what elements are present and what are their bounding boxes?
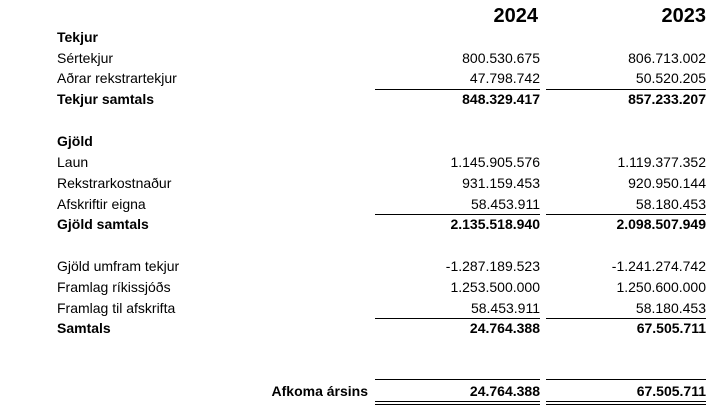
funding-total-prior: 67.505.711	[636, 320, 706, 336]
result-top-rule	[375, 379, 540, 380]
row-value-prior: 806.713.002	[628, 50, 706, 66]
subtotal-rule	[375, 318, 540, 319]
row-value-current: 58.453.911	[470, 196, 540, 212]
row-value-prior: 1.119.377.352	[617, 154, 706, 170]
income-total-label: Tekjur samtals	[57, 91, 155, 107]
row-label: Afskriftir eigna	[57, 196, 146, 212]
result-top-rule	[546, 379, 706, 380]
expenses-total-prior: 2.098.507.949	[616, 216, 706, 232]
subtotal-rule	[375, 89, 540, 90]
row-value-current: -1.287.189.523	[445, 258, 540, 274]
income-heading: Tekjur	[57, 29, 98, 45]
result-double-rule	[546, 404, 706, 405]
result-double-rule	[375, 401, 540, 402]
row-value-prior: -1.241.274.742	[611, 258, 706, 274]
row-value-prior: 50.520.205	[635, 70, 706, 86]
row-label: Framlag ríkissjóðs	[57, 279, 171, 295]
year-header-current: 2024	[493, 5, 538, 27]
income-total-current: 848.329.417	[462, 91, 540, 107]
row-value-prior: 920.950.144	[628, 175, 706, 191]
row-label: Laun	[57, 154, 89, 170]
row-value-prior: 58.180.453	[635, 196, 706, 212]
row-label: Sértekjur	[57, 50, 114, 66]
income-total-prior: 857.233.207	[628, 91, 706, 107]
row-value-prior: 58.180.453	[635, 300, 706, 316]
subtotal-rule	[546, 214, 706, 215]
row-value-prior: 1.250.600.000	[616, 279, 706, 295]
expenses-total-current: 2.135.518.940	[450, 216, 540, 232]
result-prior: 67.505.711	[636, 383, 706, 399]
result-double-rule	[375, 404, 540, 405]
row-value-current: 931.159.453	[462, 175, 540, 191]
expenses-heading: Gjöld	[57, 133, 93, 149]
expenses-total-label: Gjöld samtals	[57, 216, 149, 232]
result-double-rule	[546, 401, 706, 402]
row-value-current: 800.530.675	[462, 50, 540, 66]
subtotal-rule	[546, 318, 706, 319]
row-value-current: 47.798.742	[469, 70, 540, 86]
row-label: Aðrar rekstrartekjur	[57, 70, 177, 86]
subtotal-rule	[375, 214, 540, 215]
row-value-current: 1.145.905.576	[450, 154, 540, 170]
row-value-current: 1.253.500.000	[450, 279, 540, 295]
year-header-prior: 2023	[661, 5, 706, 27]
row-label: Rekstrarkostnaður	[57, 175, 172, 191]
row-label: Framlag til afskrifta	[57, 300, 176, 316]
result-label: Afkoma ársins	[271, 383, 368, 399]
row-label: Gjöld umfram tekjur	[57, 258, 180, 274]
row-value-current: 58.453.911	[470, 300, 540, 316]
subtotal-rule	[546, 89, 706, 90]
funding-total-label: Samtals	[57, 320, 111, 336]
funding-total-current: 24.764.388	[469, 320, 540, 336]
result-current: 24.764.388	[469, 383, 540, 399]
